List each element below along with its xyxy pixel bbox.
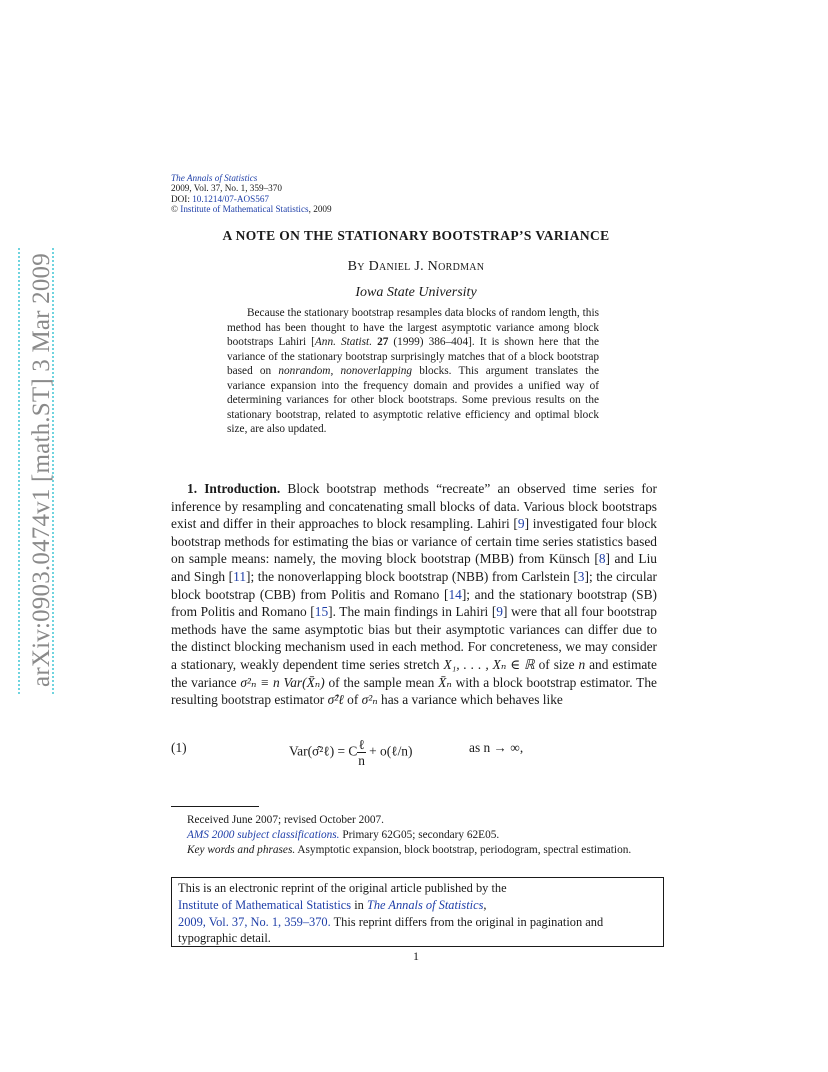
citation-link[interactable]: 9 [496,604,503,620]
arxiv-side-stamp [20,250,64,690]
journal-volume: 2009, Vol. 37, No. 1, 359–370 [171,183,282,194]
footnotes [171,813,657,859]
equation-condition: as n → ∞, [469,740,524,755]
paper-title: A NOTE ON THE STATIONARY BOOTSTRAP’S VARIANCE [222,228,610,243]
volume-reprint-link[interactable]: 2009, Vol. 37, No. 1, 359–370. [178,914,331,929]
abstract: Because the stationary bootstrap resamples data blocks of random length, this method has been thought to have the largest asymptotic variance among block bootstraps Lahiri [Ann. Statist. 27 (1999) 386–404]. It is shown here that the variance of the stationary bootstrap surprisingly matches that of a block bootstrap based on nonrandom, nonoverlapping blocks. This argument translates the variance expansion into the frequency domain and provides a unified way of determining variances for other block bootstraps. Some previous results on the stationary bootstrap, related to asymptotic relative efficiency and optimal block size, are also updated. [227,307,600,435]
equation-1 [171,737,657,777]
ims-link[interactable]: Institute of Mathematical Statistics [180,204,309,215]
section-heading: 1. Introduction. [187,481,281,496]
author-name: By Daniel J. Nordman [347,259,485,274]
introduction-section: 1. Introduction. Block bootstrap methods “recreate” an observed time series for inference by resampling and concatenating small blocks of data. Various block bootstraps exist and differ in their approaches to block resampling. Lahiri [9] investigated four block bootstrap methods for estimating the bias or variance of certain time series statistics based on sample means: namely, the moving block bootstrap (MBB) from Künsch [8] and Liu and Singh [11]; the nonoverlapping block bootstrap (NBB) from Carlstein [3]; the circular block bootstrap (CBB) from Politis and Romano [14]; and the stationary bootstrap (SB) from Politis and Romano [15]. The main findings in Lahiri [9] were that all four bootstrap methods have the same asymptotic bias but their asymptotic variances can differ due to the distinct blocking mechanism used in each method. For concreteness, we may consider a stationary, weakly dependent time series stretch X₁, . . . , Xₙ ∈ ℝ of size n and estimate the variance σ²ₙ ≡ n Var(X̄ₙ) of the sample mean X̄ₙ with a block bootstrap estimator. The resulting bootstrap estimator σ̂²ℓ of σ²ₙ has a variance which behaves like [171,481,657,708]
citation-link[interactable]: 15 [314,604,329,620]
affiliation: Iowa State University [355,285,477,300]
footnote-rule [171,806,259,807]
ams-classification: AMS 2000 subject classifications. Primary 62G05; secondary 62E05. [187,829,500,842]
journal-doi: DOI: 10.1214/07-AOS567 [171,193,270,204]
fraction: $\frac{\text{ℓ}}{n}$ [358,737,365,768]
citation-link[interactable]: 3 [577,568,585,584]
equation-body: Var(σ̂²ℓ) = C $\frac{\text{ℓ}}{n}$ + o(ℓ/n) [289,737,413,768]
equation-number: (1) [171,740,187,755]
received-date: Received June 2007; revised October 2007. [187,814,385,826]
reprint-notice-box: This is an electronic reprint of the original article published by the Institute of Mathematical Statistics in The Annals of Statistics, 2009, Vol. 37, No. 1, 359–370. This reprint differs from the original in pagination and typographic detail. [171,877,664,947]
journal-reprint-link[interactable]: The Annals of Statistics [366,897,484,912]
ims-reprint-link[interactable]: Institute of Mathematical Statistics [178,897,352,912]
keywords: Key words and phrases. Asymptotic expansion, block bootstrap, periodogram, spectral estimation. [187,844,632,857]
page-number: 1 [413,949,419,963]
journal-header [171,173,332,215]
copyright-icon: © [171,204,178,215]
citation-link[interactable]: 8 [598,551,606,567]
citation-link[interactable]: 11 [233,568,247,584]
citation-link[interactable]: 9 [517,516,525,532]
doi-link[interactable]: 10.1214/07-AOS567 [192,193,270,204]
arxiv-id: arXiv:0903.0474v1 [math.ST] 3 Mar 2009 [28,253,55,687]
journal-name-link[interactable]: The Annals of Statistics [171,173,258,183]
journal-copyright: © Institute of Mathematical Statistics, 2009 [171,204,332,215]
ams-link[interactable]: AMS 2000 subject classifications. [187,829,340,842]
citation-link[interactable]: 14 [448,586,462,602]
